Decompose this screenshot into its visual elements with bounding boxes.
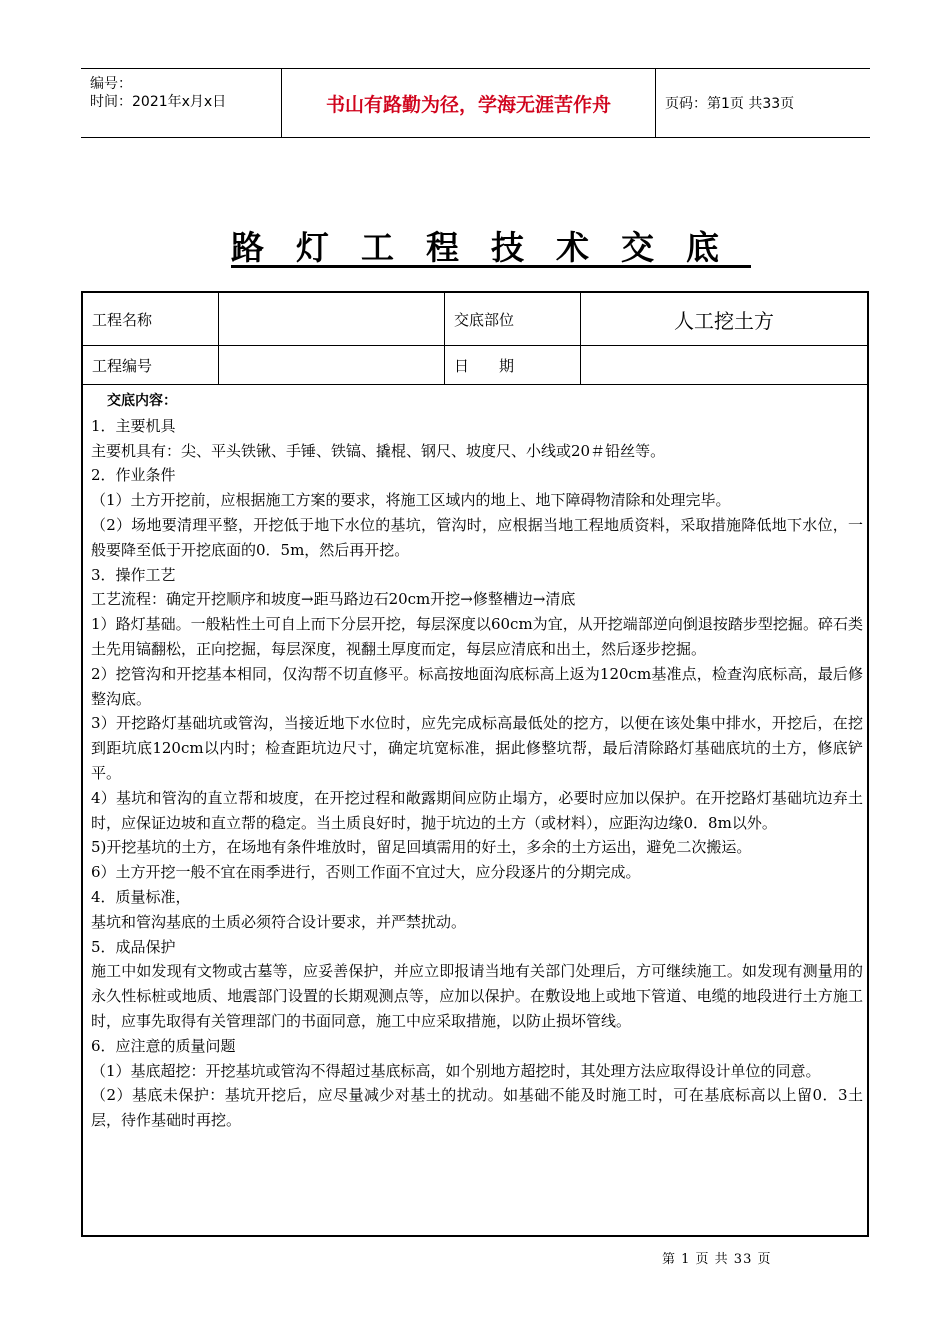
page-header xyxy=(81,68,870,138)
content-paragraph: 5．成品保护 xyxy=(91,937,176,956)
date-label: 日 期 xyxy=(445,346,581,384)
content-paragraph: 基坑和管沟基底的土质必须符合设计要求，并严禁扰动。 xyxy=(91,912,467,931)
content-paragraph: 6）土方开挖一般不宜在雨季进行，否则工作面不宜过大，应分段逐片的分期完成。 xyxy=(91,863,641,882)
header-motto: 书山有路勤为径，学海无涯苦作舟 xyxy=(281,69,656,137)
disclosure-content xyxy=(91,389,863,1133)
content-paragraph: 1．主要机具 xyxy=(91,416,176,435)
project-name-value xyxy=(219,293,445,345)
document-date: 时间：2021年x月x日 xyxy=(90,94,227,110)
header-page-info: 页码：第1页 共33页 xyxy=(665,96,795,112)
page-footer: 第 1 页 共 33 页 xyxy=(662,1252,772,1267)
project-name-label: 工程名称 xyxy=(83,293,219,345)
document-title-text: 路灯工程技术交底 xyxy=(231,228,751,267)
content-paragraph: 4．质量标准， xyxy=(91,887,191,906)
content-paragraph: 2．作业条件 xyxy=(91,466,176,485)
project-code-label: 工程编号 xyxy=(83,346,219,384)
content-paragraph: 工艺流程：确定开挖顺序和坡度→距马路边石20cm开挖→修整槽边→清底 xyxy=(91,590,576,609)
header-meta xyxy=(81,69,281,137)
content-paragraph: 2）挖管沟和开挖基本相同，仅沟帮不切直修平。标高按地面沟底标高上返为120cm基准点，检查沟底标高，最后修整沟底。 xyxy=(91,664,863,708)
content-paragraphs xyxy=(91,414,863,1133)
content-paragraph: 施工中如发现有文物或古墓等，应妥善保护，并应立即报请当地有关部门处理后，方可继续施工。如发现有测量用的永久性标桩或地质、地震部门设置的长期观测点等，应加以保护。在敷设地上或地下管道、电缆的地段进行土方施工时，应事先取得有关管理部门的书面同意，施工中应采取措施，以防止损坏管线。 xyxy=(91,962,863,1030)
content-paragraph: 主要机具有：尖、平头铁锹、手锤、铁镐、撬棍、钢尺、坡度尺、小线或20＃铅丝等。 xyxy=(91,441,666,460)
content-paragraph: 3．操作工艺 xyxy=(91,565,176,584)
content-paragraph: 1）路灯基础。一般粘性土可自上而下分层开挖，每层深度以60cm为宜，从开挖端部逆向倒退按踏步型挖掘。碎石类土先用镐翻松，正向挖掘，每层深度，视翻土厚度而定，每层应清底和出土，然后逐步挖掘。 xyxy=(91,615,863,658)
disclosure-table xyxy=(81,291,869,1237)
content-paragraph: （1）基底超挖：开挖基坑或管沟不得超过基底标高，如个别地方超挖时，其处理方法应取得设计单位的同意。 xyxy=(91,1061,821,1080)
content-paragraph: （2）场地要清理平整，开挖低于地下水位的基坑，管沟时，应根据当地工程地质资料，采取措施降低地下水位，一般要降至低于开挖底面的0．5m，然后再开挖。 xyxy=(91,515,863,559)
part-value: 人工挖土方 xyxy=(674,308,774,333)
project-code-value xyxy=(219,346,445,384)
content-paragraph: 3）开挖路灯基础坑或管沟，当接近地下水位时，应先完成标高最低处的挖方，以便在该处集中排水，开挖后，在挖到距坑底120cm以内时；检查距坑边尺寸，确定坑宽标准，据此修整坑帮，最后清除路灯基础底坑的土方，修底铲平。 xyxy=(91,714,863,782)
content-paragraph: 4）基坑和管沟的直立帮和坡度，在开挖过程和敞露期间应防止塌方，必要时应加以保护。在开挖路灯基础坑边弃土时，应保证边坡和直立帮的稳定。当土质良好时，抛于坑边的土方（或材料），应距沟边缘0．8m以外。 xyxy=(91,788,863,832)
table-row xyxy=(83,346,867,385)
date-value xyxy=(581,346,867,384)
document-title xyxy=(0,222,950,269)
part-label: 交底部位 xyxy=(445,293,581,345)
content-paragraph: 6．应注意的质量问题 xyxy=(91,1036,236,1055)
document-code: 编号： xyxy=(90,76,132,92)
content-paragraph: （1）土方开挖前，应根据施工方案的要求，将施工区域内的地上、地下障碍物清除和处理完毕。 xyxy=(91,491,731,510)
table-row xyxy=(83,293,867,346)
content-heading: 交底内容： xyxy=(107,393,177,409)
content-paragraph: （2）基底未保护：基坑开挖后，应尽量减少对基土的扰动。如基础不能及时施工时，可在基底标高以上留0．3土层，待作基础时再挖。 xyxy=(91,1086,863,1130)
content-paragraph: 5)开挖基坑的土方，在场地有条件堆放时，留足回填需用的好土，多余的土方运出，避免二次搬运。 xyxy=(91,838,752,857)
